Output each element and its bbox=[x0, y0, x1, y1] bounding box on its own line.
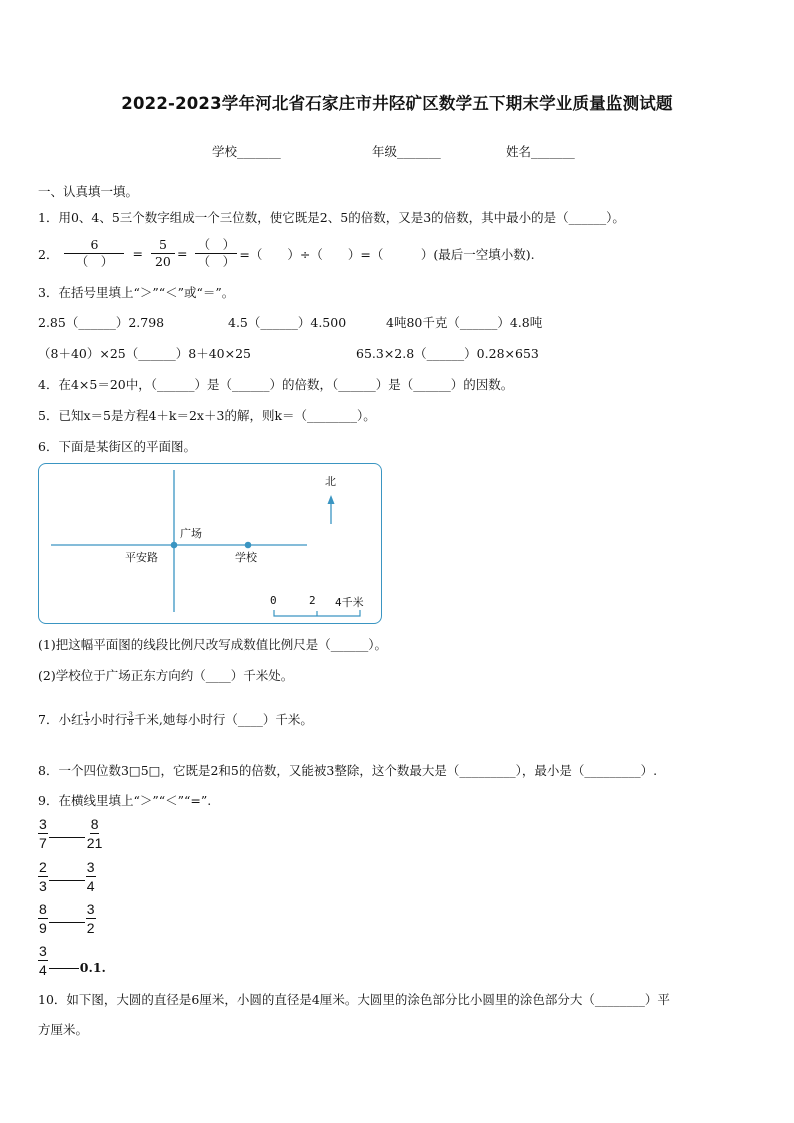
question-10-line-1: 10．如下图，大圆的直径是6厘米，小圆的直径是4厘米。大圆里的涂色部分比小圆里的涂色部分大（________）平 bbox=[38, 992, 670, 1007]
q9-r2-right bbox=[86, 858, 96, 895]
q2-fraction-2 bbox=[151, 237, 175, 270]
question-6-sub1: (1)把这幅平面图的线段比例尺改写成数值比例尺是（______）。 bbox=[38, 637, 387, 652]
q9-r1-right bbox=[86, 815, 104, 852]
scale-label-0: 0 bbox=[270, 594, 277, 607]
q2-f1-numerator: 6 bbox=[64, 237, 124, 254]
plaza-label: 广场 bbox=[180, 527, 202, 540]
q2-rest: =（ ）÷（ ）=（ ）(最后一空填小数). bbox=[239, 246, 535, 262]
school-field: 学校_______ bbox=[212, 144, 281, 159]
scale-label-4km: 4千米 bbox=[335, 596, 364, 609]
q9-row-1 bbox=[38, 815, 103, 852]
q9-r1-right-num: 8 bbox=[90, 816, 99, 832]
question-1: 1．用0、4、5三个数字组成一个三位数，使它既是2、5的倍数，又是3的倍数，其中最小的是（______）。 bbox=[38, 210, 625, 225]
q2-equals-1: = bbox=[132, 246, 143, 261]
plaza-point bbox=[171, 542, 178, 549]
school-point bbox=[245, 542, 252, 549]
q9-r1-blank bbox=[49, 837, 85, 838]
scale-label-2: 2 bbox=[309, 594, 316, 607]
q3-item-d: （8＋40）×25（______）8＋40×25 bbox=[38, 346, 251, 361]
question-8: 8．一个四位数3□5□，它既是2和5的倍数，又能被3整除，这个数最大是（_________），最小是（_________）. bbox=[38, 763, 658, 778]
question-5: 5．已知x＝5是方程4＋k＝2x＋3的解，则k＝（________）。 bbox=[38, 408, 376, 423]
q2-f3-numerator: （ ） bbox=[195, 237, 237, 254]
question-9-stem: 9．在横线里填上“＞”“＜”“=”. bbox=[38, 793, 212, 808]
q7-f2-numerator: 3 bbox=[128, 710, 133, 719]
question-7 bbox=[38, 710, 313, 728]
q7-part-1: 7．小红 bbox=[38, 712, 84, 727]
q2-f3-denominator: （ ） bbox=[197, 254, 236, 269]
q9-r4-left-den: 4 bbox=[39, 962, 47, 978]
q3-item-c: 4吨80千克（______）4.8吨 bbox=[386, 315, 543, 330]
q9-row-3 bbox=[38, 900, 96, 937]
q2-fraction-1 bbox=[64, 237, 124, 270]
q9-r1-left bbox=[38, 815, 48, 852]
grade-field: 年级_______ bbox=[372, 144, 441, 159]
q9-r4-left bbox=[38, 942, 48, 979]
name-field: 姓名_______ bbox=[506, 144, 575, 159]
q9-r3-left-num: 8 bbox=[39, 901, 47, 917]
q7-f1-denominator: 3 bbox=[84, 718, 89, 727]
section-heading: 一、认真填一填。 bbox=[38, 184, 139, 199]
q9-r4-right-value: 0.1. bbox=[79, 960, 106, 975]
q2-fraction-3 bbox=[195, 237, 237, 270]
q9-r2-right-den: 4 bbox=[86, 878, 95, 894]
north-arrow-icon bbox=[328, 495, 335, 504]
question-4: 4．在4×5＝20中，（______）是（______）的倍数，（______）是（______）的因数。 bbox=[38, 377, 514, 392]
question-6-stem: 6．下面是某街区的平面图。 bbox=[38, 439, 196, 454]
q9-r3-right bbox=[86, 900, 96, 937]
q7-part-3: 千米,她每小时行（____）千米。 bbox=[133, 712, 313, 727]
question-10-line-2: 方厘米。 bbox=[38, 1022, 89, 1037]
q7-f2-denominator: 8 bbox=[128, 718, 133, 727]
q9-r1-left-den: 7 bbox=[39, 835, 47, 851]
q9-row-4 bbox=[38, 942, 106, 979]
q3-item-b: 4.5（______）4.500 bbox=[228, 315, 347, 330]
question-2 bbox=[38, 237, 535, 270]
q9-r3-right-den: 2 bbox=[86, 920, 95, 936]
q9-r2-left bbox=[38, 858, 48, 895]
q9-r3-blank bbox=[49, 922, 85, 923]
q9-r1-left-num: 3 bbox=[39, 816, 47, 832]
q3-item-a: 2.85（______）2.798 bbox=[38, 315, 165, 330]
q9-r3-right-num: 3 bbox=[86, 901, 95, 917]
question-3-stem: 3．在括号里填上“＞”“＜”或“＝”。 bbox=[38, 285, 235, 300]
q7-part-2: 小时行 bbox=[89, 712, 128, 727]
street-map bbox=[38, 463, 382, 624]
q2-f2-numerator: 5 bbox=[151, 237, 175, 254]
q9-row-2 bbox=[38, 858, 96, 895]
q2-equals-2: = bbox=[176, 246, 188, 261]
q9-r4-blank bbox=[49, 968, 79, 969]
road-label: 平安路 bbox=[125, 551, 158, 564]
q9-r1-right-den: 21 bbox=[86, 835, 103, 851]
q9-r4-left-num: 3 bbox=[39, 943, 47, 959]
page-title: 2022-2023学年河北省石家庄市井陉矿区数学五下期末学业质量监测试题 bbox=[121, 94, 673, 113]
q9-r2-blank bbox=[49, 880, 85, 881]
q9-r2-left-den: 3 bbox=[39, 878, 47, 894]
q3-item-e: 65.3×2.8（______）0.28×653 bbox=[356, 346, 539, 361]
q2-f2-denominator: 20 bbox=[154, 254, 171, 269]
q9-r2-right-num: 3 bbox=[86, 859, 95, 875]
q7-f1-numerator: 1 bbox=[84, 710, 89, 719]
q9-r3-left bbox=[38, 900, 48, 937]
q9-r2-left-num: 2 bbox=[39, 859, 47, 875]
q9-r3-left-den: 9 bbox=[39, 920, 47, 936]
q2-number: 2． bbox=[38, 246, 59, 262]
question-6-sub2: (2)学校位于广场正东方向约（____）千米处。 bbox=[38, 668, 294, 683]
q2-f1-denominator: （ ） bbox=[75, 254, 114, 269]
north-label: 北 bbox=[325, 475, 336, 488]
school-label: 学校 bbox=[235, 551, 257, 564]
